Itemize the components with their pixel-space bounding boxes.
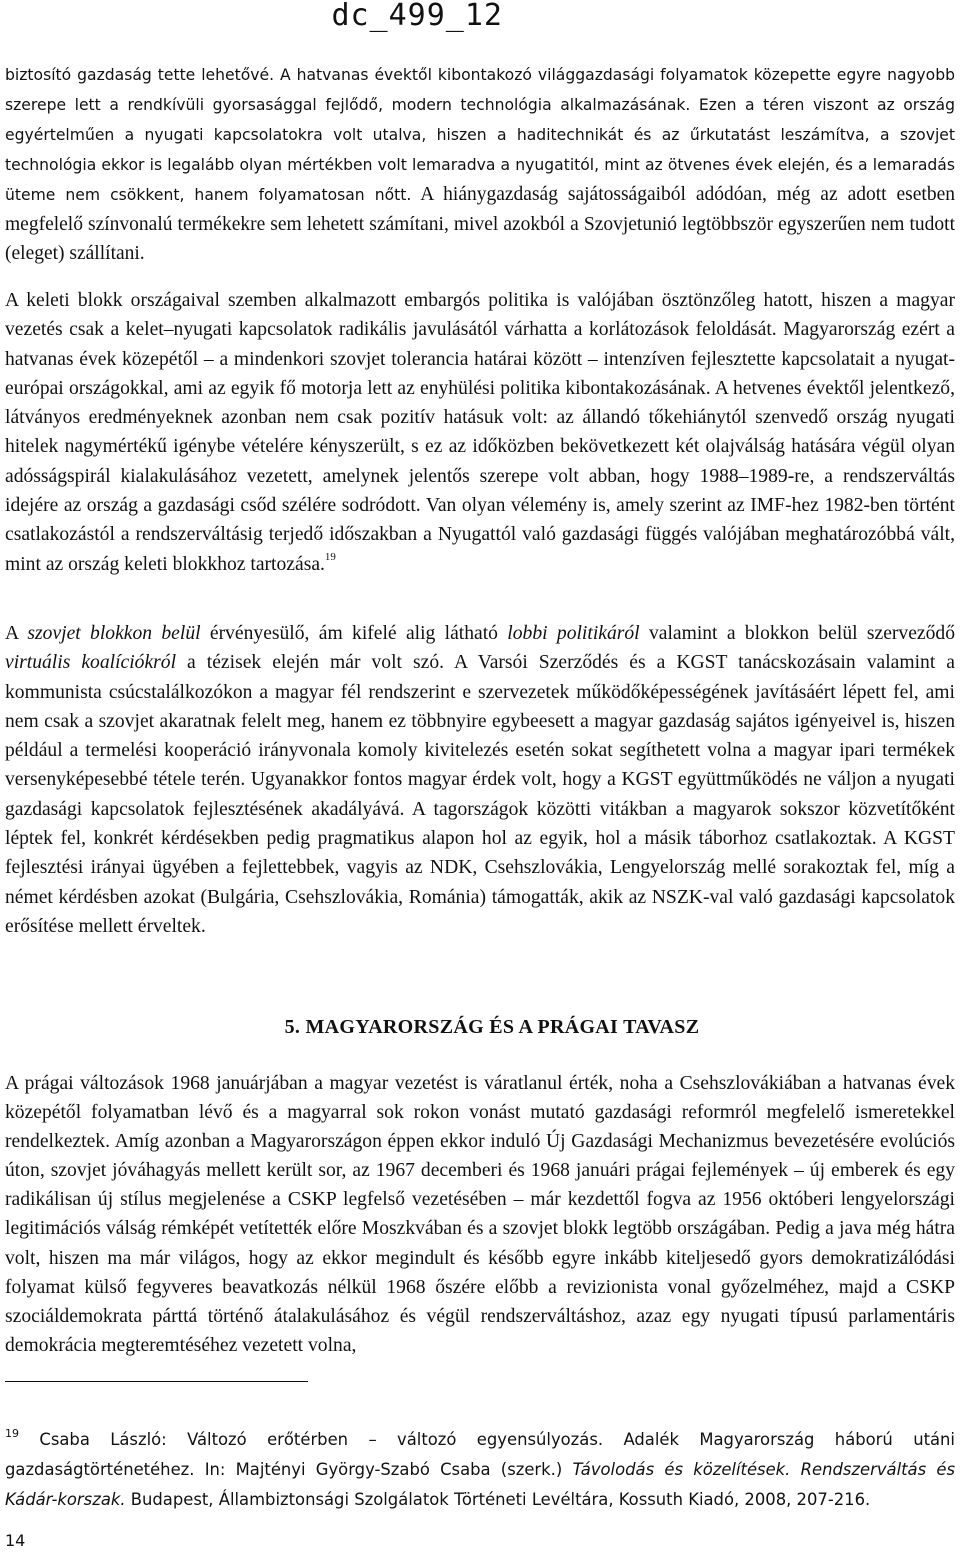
paragraph-4 <box>5 1069 955 1360</box>
paragraph-3-text: a tézisek elején már volt szó. A Varsói Szerződés és a KGST tanácskozásain valamint a kommunista csúcstalálkozókon a magyar fél rendszerint e szervezetek működőképességének javításáért lépett fel, ami nem csak a szovjet akaratnak felelt meg, hanem ez többnyire egybeesett a magyar gazdaság sajátos igényeivel is, hiszen például a termelési kooperáció irányvonala komoly kivitelezés esetén sokat segíthetett volna a magyar ipari termékek versenyképesebbé tétele terén. Ugyanakkor fontos magyar érdek volt, hogy a KGST együttműködés ne váljon a nyugati gazdasági kapcsolatok fejlesztésének akadályává. A tagországok közötti vitákban a magyarok sokszor közvetítőként léptek fel, konkrét kérdésekben pedig pragmatikus alapon hol az egyik, hol a másik táborhoz csatlakoztak. A KGST fejlesztési irányai ügyében a fejlettebbek, vagyis az NDK, Csehszlovákia, Lengyelország mellé sorakoztak fel, míg a német kérdésben azokat (Bulgária, Csehszlovákia, Románia) támogatták, akik az NSZK-val való gazdasági kapcsolatok erősítése mellett érveltek. <box>5 652 955 937</box>
page-number: 14 <box>5 1531 26 1550</box>
document-id-header: dc_499_12 <box>331 0 503 33</box>
paragraph-2 <box>5 286 955 579</box>
section-heading-text: 5. MAGYARORSZÁG ÉS A PRÁGAI TAVASZ <box>284 1016 700 1038</box>
footnote-divider <box>5 1381 308 1382</box>
paragraph-3-italic: virtuális koalíciókról <box>5 652 177 674</box>
footnote-text: Csaba László: Változó erőtérben – változó egyensúlyozás. Adalék Magyarország háború utáni gazdaságtörténetéhez. In: Majtényi György-Szabó Csaba (szerk.) <box>5 1430 955 1479</box>
footnote-italic-title: Távolodás és közelítések. Rendszerváltás és Kádár-korszak. <box>5 1460 955 1509</box>
footnote-text: Budapest, Állambiztonsági Szolgálatok Történeti Levéltára, Kossuth Kiadó, 2008, 207-216. <box>125 1490 871 1509</box>
paragraph-1-part-b: Ezen a téren viszont az ország egyértelműen a nyugati kapcsolatokra volt utalva, hiszen a haditechnikát és az űrkutatást leszámítva, a szovjet technológia ekkor is legalább olyan mértékben volt lemaradva a nyugatitól, mint az ötvenes évek elején, és a lemaradás üteme nem csökkent, hanem folyamatosan nőtt. <box>5 96 955 204</box>
paragraph-1-part-c: A hiánygazdaság sajátosságaiból adódóan, még az adott esetben megfelelő színvonalú termékekre sem lehetett számítani, mivel azokból a Szovjetunió legtöbbször egyszerűen nem tudott (eleget) szállítani. <box>5 184 955 265</box>
paragraph-3-text: érvényesülő, ám kifelé alig látható <box>200 623 508 644</box>
paragraph-1 <box>5 60 955 268</box>
footnote-reference[interactable]: 19 <box>324 551 336 564</box>
paragraph-2-text: A keleti blokk országaival szemben alkalmazott embargós politika is valójában ösztönzőleg hatott, hiszen a magyar vezetés csak a kelet–nyugati kapcsolatok radikális javulásától várhatta a korlátozások feloldását. Magyarország ezért a hatvanas évek közepétől – a mindenkori szovjet tolerancia határai között – intenzíven fejlesztette kapcsolatait a nyugat-európai országokkal, ami az egyik fő motorja lett az enyhülési politika kibontakozásának. A hetvenes évektől jelentkező, látványos eredményeknek azonban nem csak pozitív hatásuk volt: az állandó tőkehiánytól szenvedő ország nyugati hitelek nagymértékű igénybe vételére kényszerült, s ez az időközben bekövetkezett két olajválság hatására végül olyan adósságspirál kialakulásához vezetett, amelynek jelentős szerepe volt abban, hogy 1988–1989-re, a rendszerváltás idejére az ország a gazdasági csőd szélére sodródott. Van olyan vélemény is, amely szerint az IMF-hez 1982-ben történt csatlakozástól a rendszerváltásig terjedő időszakban a Nyugattól való gazdasági függés valójában meghatározóbbá vált, mint az ország keleti blokkhoz tartozása. <box>5 290 955 575</box>
footnote <box>5 1425 955 1515</box>
paragraph-3 <box>5 619 955 941</box>
paragraph-3-text: valamint a blokkon belül szerveződő <box>639 623 956 644</box>
footnote-number: 19 <box>5 1426 19 1440</box>
paragraph-3-text: A <box>5 623 28 644</box>
paragraph-1-part-a: biztosító gazdaság tette lehetővé. A hatvanas évektől kibontakozó világgazdasági folyamatok közepette egyre nagyobb szerepe lett a rendkívüli gyorsasággal fejlődő, modern technológia alkalmazásának. <box>5 66 955 114</box>
paragraph-3-italic: szovjet blokkon belül <box>27 623 201 644</box>
paragraph-4-text: A prágai változások 1968 januárjában a magyar vezetést is váratlanul érték, noha a Csehszlovákiában a hatvanas évek közepétől folyamatban lévő és a magyarral sok rokon vonást mutató gazdasági reformról megfelelő ismeretekkel rendelkeztek. Amíg azonban a Magyarországon éppen ekkor induló Új Gazdasági Mechanizmus bevezetésére evolúciós úton, szovjet jóváhagyás mellett került sor, az 1967 decemberi és 1968 januári prágai fejlemények – új emberek és egy radikálisan új stílus megjelenése a CSKP legfelső vezetésében – már kezdettől fogva az 1956 októberi lengyelországi legitimációs válság rémképét vetítették előre Moszkvában és a szovjet blokk legtöbb országában. Pedig a java még hátra volt, hiszen ma már világos, hogy az ekkor megindult és később egyre inkább kiteljesedő gyors demokratizálódási folyamat külső fegyveres beavatkozás nélkül 1968 őszére előbb a revizionista vonal győzelméhez, majd a CSKP szociáldemokrata párttá történő átalakulásához és végül rendszerváltáshoz, azaz egy nyugati típusú parlamentáris demokrácia megteremtéséhez vezetett volna, <box>5 1073 955 1356</box>
section-heading <box>0 1016 960 1039</box>
paragraph-3-italic: lobbi politikáról <box>507 623 640 644</box>
